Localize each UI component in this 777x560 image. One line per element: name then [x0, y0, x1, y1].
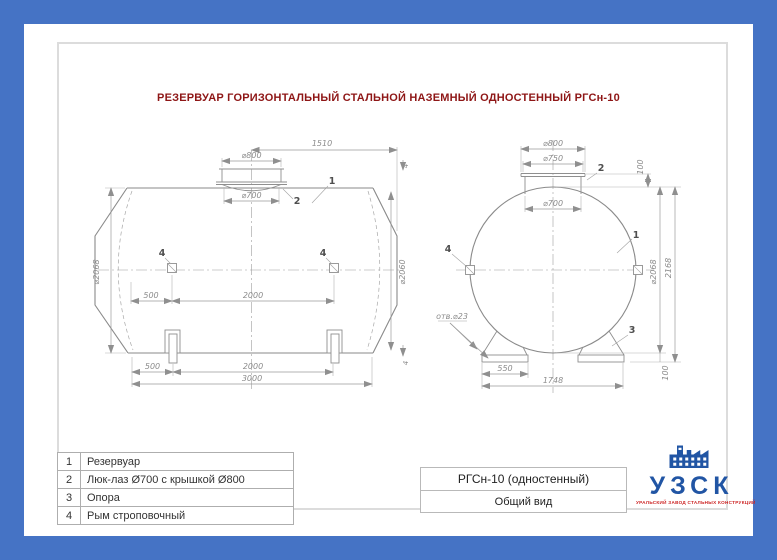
dim-3000: 3000 [241, 374, 263, 383]
dim-support-offset: 500 [144, 362, 161, 371]
part-number: 4 [58, 507, 81, 525]
dim-1510: 1510 [311, 139, 333, 148]
callout-tank-end: 1 [632, 230, 640, 241]
dim-d2068-end: ⌀2068 [649, 259, 658, 285]
dim-wall-bottom: 4 [402, 360, 410, 366]
dim-lug-spacing: 2000 [242, 291, 264, 300]
label-holes: отв.⌀23 [436, 312, 468, 321]
dim-2168: 2168 [664, 257, 673, 279]
table-row [58, 453, 294, 471]
logo-subtitle: УРАЛЬСКИЙ ЗАВОД СТАЛЬНЫХ КОНСТРУКЦИЙ [636, 500, 756, 505]
company-logo [636, 444, 756, 505]
dim-100-bottom: 100 [661, 365, 670, 381]
table-row [58, 489, 294, 507]
table-row [58, 471, 294, 489]
callout-manhole-side: 2 [293, 196, 301, 207]
dim-support-spacing: 2000 [242, 362, 264, 371]
callout-lug-left: 4 [158, 248, 166, 259]
callout-tank-side: 1 [328, 176, 336, 187]
part-number: 2 [58, 471, 81, 489]
callout-lug-right: 4 [319, 248, 327, 259]
callout-manhole-end: 2 [597, 163, 605, 174]
end-view [436, 139, 681, 393]
title-block [420, 467, 627, 513]
drawing-title: РЕЗЕРВУАР ГОРИЗОНТАЛЬНЫЙ СТАЛЬНОЙ НАЗЕМНЫЙ ОДНОСТЕННЫЙ РГСн-10 [157, 92, 620, 104]
callout-support: 3 [628, 325, 636, 336]
dim-1748: 1748 [542, 376, 564, 385]
designation: РГСн-10 (одностенный) [421, 468, 626, 491]
dim-d800-end: ⌀800 [542, 139, 564, 148]
callout-lug-end: 4 [444, 244, 452, 255]
dim-550: 550 [497, 364, 513, 373]
drawing-sheet [24, 24, 756, 536]
part-name: Люк-лаз Ø700 с крышкой Ø800 [81, 471, 294, 489]
dim-d800-side: ⌀800 [241, 151, 262, 160]
dim-d700-end: ⌀700 [542, 199, 564, 208]
side-view [92, 139, 410, 392]
dim-d2060-side: ⌀2060 [398, 259, 407, 285]
dim-100-top: 100 [636, 159, 645, 175]
parts-table [57, 452, 294, 525]
part-name: Рым строповочный [81, 507, 294, 525]
part-name: Опора [81, 489, 294, 507]
part-number: 3 [58, 489, 81, 507]
dim-d700-side: ⌀700 [241, 191, 262, 200]
logo-abbr: УЗСК [649, 472, 734, 500]
part-number: 1 [58, 453, 81, 471]
factory-icon [666, 444, 712, 468]
dim-d750-end: ⌀750 [542, 154, 564, 163]
table-row [58, 507, 294, 525]
part-name: Резервуар [81, 453, 294, 471]
view-name: Общий вид [494, 495, 553, 508]
dim-lug-offset: 500 [143, 291, 159, 300]
dim-wall-top: 4 [402, 163, 410, 169]
dim-d2068-side: ⌀2068 [92, 259, 101, 285]
